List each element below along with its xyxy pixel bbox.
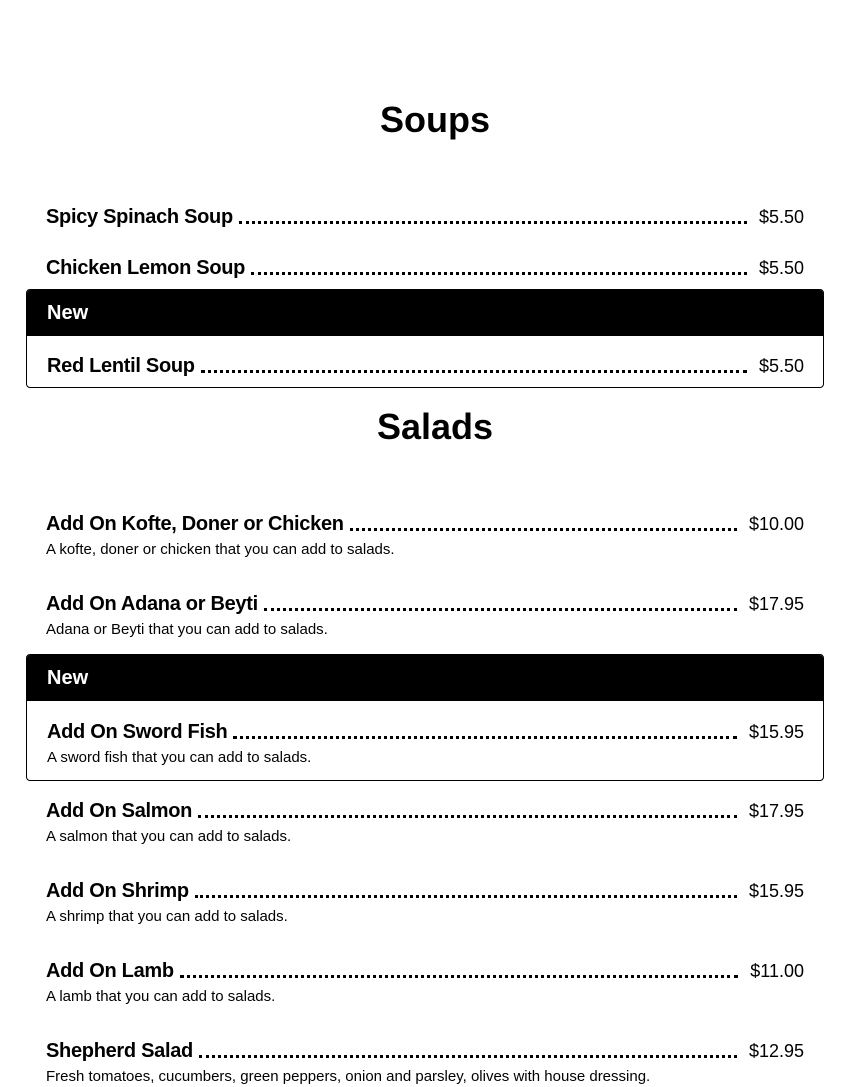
item-description: A shrimp that you can add to salads. bbox=[46, 908, 288, 925]
dotted-leader bbox=[199, 1055, 737, 1058]
item-name: Red Lentil Soup bbox=[47, 355, 195, 377]
menu-item[interactable] bbox=[46, 1037, 804, 1087]
new-item-box bbox=[26, 289, 824, 388]
dotted-leader bbox=[239, 221, 747, 224]
dotted-leader bbox=[198, 815, 737, 818]
item-price: $5.50 bbox=[758, 356, 804, 376]
item-price: $5.50 bbox=[758, 207, 804, 227]
menu-item[interactable] bbox=[46, 254, 804, 280]
item-name: Add On Salmon bbox=[46, 800, 193, 822]
item-price: $15.95 bbox=[748, 881, 804, 901]
item-name: Add On Kofte, Doner or Chicken bbox=[46, 513, 344, 535]
dotted-leader bbox=[195, 895, 737, 898]
item-name: Add On Lamb bbox=[46, 960, 174, 982]
menu-item[interactable] bbox=[46, 877, 804, 927]
item-price: $17.95 bbox=[748, 594, 804, 614]
dotted-leader bbox=[251, 272, 747, 275]
item-name: Add On Adana or Beyti bbox=[46, 593, 258, 615]
dotted-leader bbox=[233, 736, 736, 739]
item-name: Shepherd Salad bbox=[46, 1040, 193, 1062]
menu-item[interactable] bbox=[46, 510, 804, 560]
menu-item[interactable] bbox=[46, 957, 804, 1007]
dotted-leader bbox=[180, 975, 738, 978]
new-badge: New bbox=[27, 655, 823, 701]
menu-item[interactable] bbox=[47, 718, 804, 768]
dotted-leader bbox=[264, 608, 737, 611]
item-price: $11.00 bbox=[750, 961, 804, 981]
item-price: $12.95 bbox=[748, 1041, 804, 1061]
item-description: A kofte, doner or chicken that you can add to salads. bbox=[46, 541, 395, 558]
section-title-salads: Salads bbox=[376, 406, 494, 447]
item-description: A salmon that you can add to salads. bbox=[46, 828, 292, 845]
item-description: Adana or Beyti that you can add to salads. bbox=[46, 621, 328, 638]
item-price: $15.95 bbox=[748, 722, 804, 742]
dotted-leader bbox=[201, 370, 747, 373]
item-price: $10.00 bbox=[748, 514, 804, 534]
menu-item[interactable] bbox=[47, 352, 804, 378]
item-description: A sword fish that you can add to salads. bbox=[47, 749, 312, 766]
item-description: Fresh tomatoes, cucumbers, green peppers, onion and parsley, olives with house dressing. bbox=[46, 1068, 651, 1085]
dotted-leader bbox=[350, 528, 737, 531]
menu-item[interactable] bbox=[46, 797, 804, 847]
item-name: Chicken Lemon Soup bbox=[46, 257, 246, 279]
item-price: $5.50 bbox=[758, 258, 804, 278]
item-name: Spicy Spinach Soup bbox=[46, 206, 233, 228]
item-price: $17.95 bbox=[748, 801, 804, 821]
new-badge: New bbox=[27, 290, 823, 336]
menu-item[interactable] bbox=[46, 203, 804, 229]
item-description: A lamb that you can add to salads. bbox=[46, 988, 276, 1005]
section-title-soups: Soups bbox=[379, 99, 490, 140]
item-name: Add On Sword Fish bbox=[47, 721, 228, 743]
item-name: Add On Shrimp bbox=[46, 880, 189, 902]
new-item-box bbox=[26, 654, 824, 781]
menu-item[interactable] bbox=[46, 590, 804, 640]
